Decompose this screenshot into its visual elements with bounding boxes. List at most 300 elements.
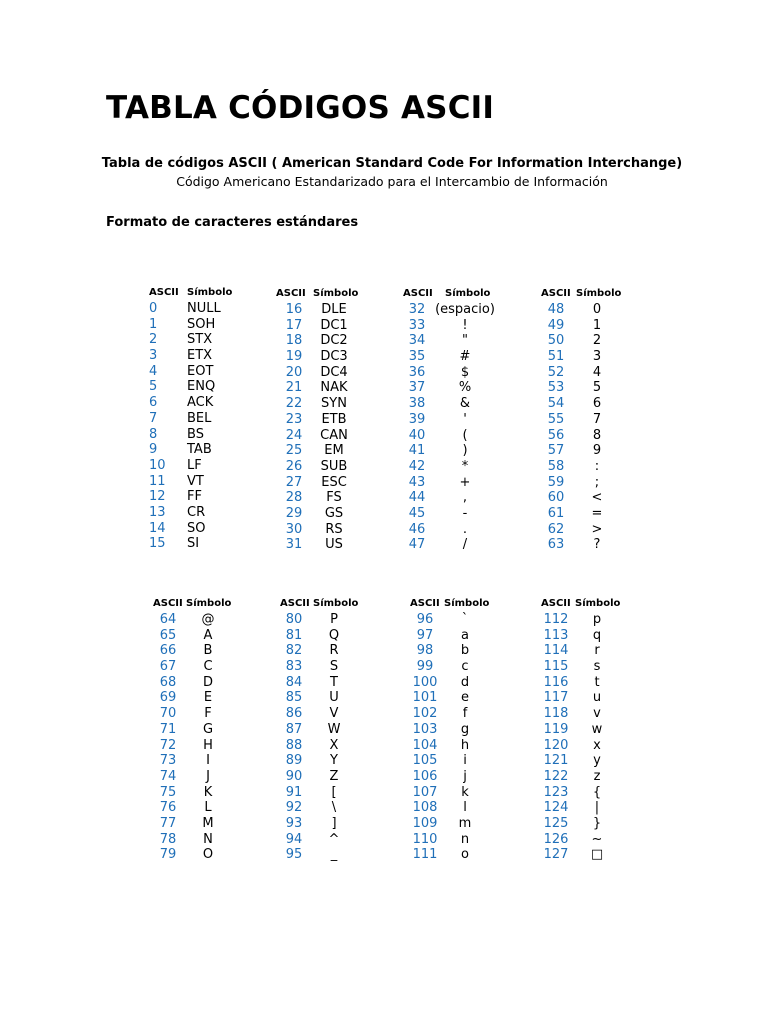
section-heading: Formato de caracteres estándares — [106, 215, 359, 230]
ascii-code: 32 — [408, 302, 426, 317]
ascii-code: 91 — [285, 784, 303, 800]
table-row — [541, 412, 651, 428]
table-row — [149, 427, 259, 443]
ascii-symbol: j — [463, 768, 467, 784]
table-row — [280, 628, 390, 644]
table-row — [541, 459, 651, 475]
table-row — [541, 643, 651, 659]
table-row — [153, 785, 263, 801]
ascii-symbol: K — [203, 784, 213, 800]
table-header — [403, 288, 513, 302]
ascii-table-block — [276, 288, 386, 553]
page-title: TABLA CÓDIGOS ASCII — [106, 90, 495, 126]
header-symbol: Símbolo — [187, 287, 233, 298]
table-row — [153, 675, 263, 691]
ascii-symbol: u — [592, 690, 602, 706]
ascii-code: 22 — [285, 396, 303, 412]
table-row — [410, 769, 520, 785]
header-ascii: ASCII — [149, 287, 179, 298]
ascii-symbol: , — [462, 490, 468, 506]
ascii-code: 51 — [547, 349, 565, 365]
ascii-symbol: = — [591, 505, 603, 521]
ascii-symbol: ENQ — [187, 379, 216, 395]
ascii-symbol: n — [460, 831, 470, 847]
ascii-symbol: : — [594, 458, 600, 474]
ascii-code: 12 — [149, 489, 166, 505]
table-row — [276, 506, 386, 522]
table-row — [403, 365, 513, 381]
ascii-symbol: | — [594, 800, 600, 816]
ascii-symbol: E — [203, 690, 213, 706]
table-row — [541, 738, 651, 754]
ascii-code: 11 — [149, 473, 166, 489]
table-row — [276, 428, 386, 444]
ascii-symbol: / — [462, 537, 468, 553]
ascii-symbol: } — [592, 815, 602, 831]
header-ascii: ASCII — [276, 288, 306, 299]
ascii-symbol: CR — [187, 504, 206, 520]
table-row — [280, 612, 390, 628]
ascii-symbol: . — [462, 521, 468, 537]
table-row — [410, 816, 520, 832]
ascii-code: 113 — [543, 627, 569, 643]
table-row — [403, 302, 513, 318]
ascii-code: 26 — [285, 458, 303, 474]
table-row — [403, 537, 513, 553]
ascii-symbol: p — [592, 612, 602, 627]
ascii-code: 61 — [547, 505, 565, 521]
ascii-code: 116 — [543, 674, 569, 690]
ascii-code: 7 — [149, 410, 158, 426]
table-row — [280, 659, 390, 675]
table-row — [149, 489, 259, 505]
ascii-code: 40 — [408, 427, 426, 443]
ascii-symbol: a — [461, 627, 469, 643]
ascii-symbol: Y — [330, 753, 338, 769]
ascii-code: 65 — [159, 627, 177, 643]
ascii-code: 24 — [285, 427, 303, 443]
ascii-code: 68 — [159, 674, 177, 690]
table-row — [149, 395, 259, 411]
table-row — [541, 349, 651, 365]
ascii-code: 112 — [543, 612, 569, 627]
ascii-code: 109 — [412, 815, 438, 831]
table-row — [403, 490, 513, 506]
table-header — [153, 598, 263, 612]
ascii-code: 89 — [285, 753, 303, 769]
ascii-code: 84 — [285, 674, 303, 690]
ascii-symbol: 3 — [592, 349, 602, 365]
table-row — [410, 628, 520, 644]
ascii-symbol: RS — [325, 521, 343, 537]
ascii-code: 1 — [149, 316, 158, 332]
table-row — [280, 800, 390, 816]
table-row — [403, 318, 513, 334]
table-row — [410, 690, 520, 706]
ascii-code: 15 — [149, 536, 166, 552]
ascii-symbol: BS — [187, 426, 204, 442]
table-row — [280, 785, 390, 801]
ascii-symbol: \ — [331, 800, 337, 816]
header-symbol: Símbolo — [313, 288, 359, 299]
ascii-code: 54 — [547, 396, 565, 412]
table-row — [403, 380, 513, 396]
table-row — [541, 365, 651, 381]
table-row — [410, 753, 520, 769]
ascii-code: 14 — [149, 520, 166, 536]
ascii-symbol: STX — [187, 332, 213, 348]
table-row — [403, 396, 513, 412]
ascii-code: 76 — [159, 800, 177, 816]
ascii-code: 81 — [285, 627, 303, 643]
table-row — [149, 474, 259, 490]
ascii-code: 63 — [547, 537, 565, 553]
table-row — [280, 816, 390, 832]
ascii-symbol: ETX — [187, 348, 213, 364]
table-row — [541, 302, 651, 318]
table-row — [541, 659, 651, 675]
table-row — [153, 706, 263, 722]
ascii-code: 93 — [285, 815, 303, 831]
table-row — [541, 832, 651, 848]
ascii-code: 125 — [543, 815, 569, 831]
table-row — [541, 537, 651, 553]
table-row — [541, 769, 651, 785]
table-row — [410, 722, 520, 738]
table-row — [410, 785, 520, 801]
table-row — [276, 333, 386, 349]
table-row — [149, 379, 259, 395]
table-row — [149, 442, 259, 458]
table-row — [153, 847, 263, 863]
ascii-symbol: VT — [187, 473, 204, 489]
header-ascii: ASCII — [410, 598, 440, 609]
ascii-symbol: y — [593, 753, 601, 769]
ascii-symbol: % — [458, 380, 472, 396]
ascii-symbol: I — [206, 753, 210, 769]
ascii-symbol: ~ — [591, 831, 603, 847]
ascii-symbol: D — [202, 674, 214, 690]
ascii-code: 29 — [285, 505, 303, 521]
ascii-code: 47 — [408, 537, 426, 553]
table-row — [541, 690, 651, 706]
table-row — [153, 643, 263, 659]
ascii-symbol: > — [591, 521, 603, 537]
ascii-symbol: q — [592, 627, 602, 643]
ascii-code: 31 — [285, 537, 303, 553]
table-row — [276, 537, 386, 553]
ascii-code: 103 — [412, 721, 438, 737]
table-row — [280, 722, 390, 738]
document-subtitle-spanish: Código Americano Estandarizado para el Intercambio de Información — [176, 174, 608, 189]
table-row — [149, 348, 259, 364]
ascii-symbol: r — [594, 643, 600, 659]
table-row — [153, 800, 263, 816]
ascii-table-block — [403, 288, 513, 553]
ascii-symbol: U — [329, 690, 339, 706]
ascii-code: 126 — [543, 831, 569, 847]
ascii-code: 16 — [285, 302, 303, 317]
table-row — [280, 643, 390, 659]
ascii-symbol: & — [459, 396, 471, 412]
ascii-symbol: 7 — [592, 411, 602, 427]
ascii-code: 111 — [412, 847, 438, 863]
ascii-symbol: GS — [324, 505, 344, 521]
ascii-code: 49 — [547, 317, 565, 333]
ascii-symbol: ETB — [321, 411, 347, 427]
table-row — [276, 302, 386, 318]
table-row — [153, 612, 263, 628]
ascii-code: 78 — [159, 831, 177, 847]
ascii-symbol: ? — [593, 537, 601, 553]
ascii-code: 79 — [159, 847, 177, 863]
ascii-code: 56 — [547, 427, 565, 443]
table-row — [541, 753, 651, 769]
ascii-symbol: J — [206, 768, 210, 784]
table-row — [403, 506, 513, 522]
ascii-code: 108 — [412, 800, 438, 816]
ascii-code: 66 — [159, 643, 177, 659]
ascii-code: 95 — [285, 847, 303, 863]
ascii-symbol: + — [459, 474, 471, 490]
ascii-symbol: o — [461, 847, 469, 863]
ascii-code: 43 — [408, 474, 426, 490]
ascii-symbol: FF — [187, 489, 202, 505]
ascii-code: 97 — [416, 627, 434, 643]
ascii-table-block — [149, 287, 259, 552]
table-row — [149, 332, 259, 348]
table-row — [153, 722, 263, 738]
ascii-code: 101 — [412, 690, 438, 706]
table-row — [541, 318, 651, 334]
ascii-code: 77 — [159, 815, 177, 831]
ascii-code: 23 — [285, 411, 303, 427]
table-row — [280, 832, 390, 848]
ascii-code: 99 — [416, 659, 434, 675]
table-row — [410, 612, 520, 628]
table-header — [280, 598, 390, 612]
ascii-symbol: X — [329, 737, 339, 753]
ascii-code: 25 — [285, 443, 303, 459]
ascii-symbol: " — [462, 333, 468, 349]
ascii-code: 4 — [149, 363, 158, 379]
header-symbol: Símbolo — [186, 598, 232, 609]
ascii-symbol: ESC — [321, 474, 347, 490]
header-ascii: ASCII — [541, 288, 571, 299]
table-row — [541, 380, 651, 396]
ascii-symbol: ^ — [328, 831, 340, 847]
table-row — [541, 333, 651, 349]
ascii-symbol: LF — [187, 457, 202, 473]
ascii-symbol: # — [459, 349, 471, 365]
header-symbol: Símbolo — [576, 288, 622, 299]
ascii-symbol: < — [591, 490, 603, 506]
ascii-symbol: ; — [594, 474, 600, 490]
table-row — [149, 521, 259, 537]
ascii-symbol: Q — [328, 627, 340, 643]
table-row — [153, 753, 263, 769]
ascii-code: 59 — [547, 474, 565, 490]
ascii-code: 119 — [543, 721, 569, 737]
ascii-symbol: d — [460, 674, 470, 690]
ascii-symbol: - — [462, 505, 468, 521]
ascii-symbol: EM — [324, 443, 344, 459]
ascii-symbol: DC4 — [320, 364, 348, 380]
ascii-code: 94 — [285, 831, 303, 847]
ascii-symbol: C — [203, 659, 213, 675]
table-row — [153, 690, 263, 706]
ascii-symbol: DC2 — [320, 333, 348, 349]
ascii-symbol: G — [202, 721, 214, 737]
ascii-code: 27 — [285, 474, 303, 490]
ascii-table-block — [410, 598, 520, 863]
ascii-symbol: NAK — [320, 380, 348, 396]
ascii-code: 127 — [543, 847, 569, 863]
table-row — [410, 675, 520, 691]
ascii-symbol: SOH — [187, 316, 216, 332]
ascii-code: 82 — [285, 643, 303, 659]
ascii-code: 90 — [285, 768, 303, 784]
ascii-code: 114 — [543, 643, 569, 659]
table-row — [410, 800, 520, 816]
ascii-code: 74 — [159, 768, 177, 784]
table-row — [276, 318, 386, 334]
ascii-code: 41 — [408, 443, 426, 459]
table-row — [541, 396, 651, 412]
ascii-code: 33 — [408, 317, 426, 333]
ascii-symbol: S — [329, 659, 339, 675]
ascii-code: 0 — [149, 301, 158, 316]
ascii-code: 57 — [547, 443, 565, 459]
ascii-symbol: DC3 — [320, 349, 348, 365]
ascii-code: 107 — [412, 784, 438, 800]
ascii-code: 123 — [543, 784, 569, 800]
ascii-code: 36 — [408, 364, 426, 380]
table-header — [410, 598, 520, 612]
table-row — [541, 506, 651, 522]
table-header — [541, 598, 651, 612]
ascii-symbol: 2 — [592, 333, 602, 349]
ascii-symbol: $ — [460, 364, 470, 380]
table-row — [276, 475, 386, 491]
ascii-code: 5 — [149, 379, 158, 395]
ascii-code: 117 — [543, 690, 569, 706]
ascii-table-block — [153, 598, 263, 863]
table-row — [541, 490, 651, 506]
ascii-symbol: R — [329, 643, 339, 659]
table-row — [403, 412, 513, 428]
ascii-symbol: DLE — [321, 302, 347, 317]
table-row — [153, 816, 263, 832]
table-row — [280, 738, 390, 754]
ascii-code: 48 — [547, 302, 565, 317]
table-row — [403, 443, 513, 459]
ascii-symbol: US — [325, 537, 343, 553]
ascii-symbol: h — [460, 737, 470, 753]
table-row — [541, 443, 651, 459]
table-row — [149, 301, 259, 317]
ascii-symbol: B — [203, 643, 213, 659]
ascii-code: 39 — [408, 411, 426, 427]
ascii-symbol: s — [593, 659, 601, 675]
ascii-code: 35 — [408, 349, 426, 365]
table-row — [541, 522, 651, 538]
table-row — [541, 706, 651, 722]
ascii-symbol: 4 — [592, 364, 602, 380]
ascii-symbol: t — [594, 674, 600, 690]
header-ascii: ASCII — [541, 598, 571, 609]
table-row — [403, 333, 513, 349]
ascii-code: 67 — [159, 659, 177, 675]
table-row — [149, 458, 259, 474]
ascii-symbol: BEL — [187, 410, 212, 426]
ascii-symbol: @ — [201, 612, 215, 627]
ascii-symbol: [ — [331, 784, 337, 800]
table-row — [280, 706, 390, 722]
ascii-code: 50 — [547, 333, 565, 349]
table-row — [280, 675, 390, 691]
ascii-symbol: v — [593, 706, 601, 722]
ascii-code: 58 — [547, 458, 565, 474]
header-symbol: Símbolo — [445, 288, 491, 299]
table-row — [276, 365, 386, 381]
table-row — [541, 816, 651, 832]
ascii-symbol: F — [204, 706, 212, 722]
ascii-code: 38 — [408, 396, 426, 412]
table-row — [153, 832, 263, 848]
table-row — [153, 659, 263, 675]
ascii-code: 80 — [285, 612, 303, 627]
table-row — [280, 753, 390, 769]
ascii-symbol: P — [330, 612, 338, 627]
ascii-symbol: Z — [329, 768, 339, 784]
ascii-symbol: A — [203, 627, 213, 643]
table-row — [410, 847, 520, 863]
ascii-code: 124 — [543, 800, 569, 816]
table-row — [410, 706, 520, 722]
ascii-code: 73 — [159, 753, 177, 769]
ascii-code: 102 — [412, 706, 438, 722]
ascii-code: 19 — [285, 349, 303, 365]
ascii-code: 98 — [416, 643, 434, 659]
table-row — [276, 490, 386, 506]
ascii-code: 75 — [159, 784, 177, 800]
ascii-code: 8 — [149, 426, 158, 442]
table-row — [541, 628, 651, 644]
ascii-code: 44 — [408, 490, 426, 506]
ascii-symbol: 5 — [592, 380, 602, 396]
ascii-symbol: { — [592, 784, 602, 800]
table-row — [153, 628, 263, 644]
ascii-code: 17 — [285, 317, 303, 333]
table-row — [410, 643, 520, 659]
ascii-code: 28 — [285, 490, 303, 506]
ascii-code: 30 — [285, 521, 303, 537]
ascii-code: 55 — [547, 411, 565, 427]
ascii-symbol: N — [203, 831, 213, 847]
ascii-symbol: w — [591, 721, 603, 737]
table-row — [541, 785, 651, 801]
ascii-code: 46 — [408, 521, 426, 537]
ascii-table-block — [541, 288, 651, 553]
table-row — [153, 738, 263, 754]
ascii-symbol: ] — [331, 815, 337, 831]
ascii-code: 121 — [543, 753, 569, 769]
table-row — [410, 832, 520, 848]
table-row — [276, 396, 386, 412]
table-row — [403, 349, 513, 365]
ascii-code: 120 — [543, 737, 569, 753]
